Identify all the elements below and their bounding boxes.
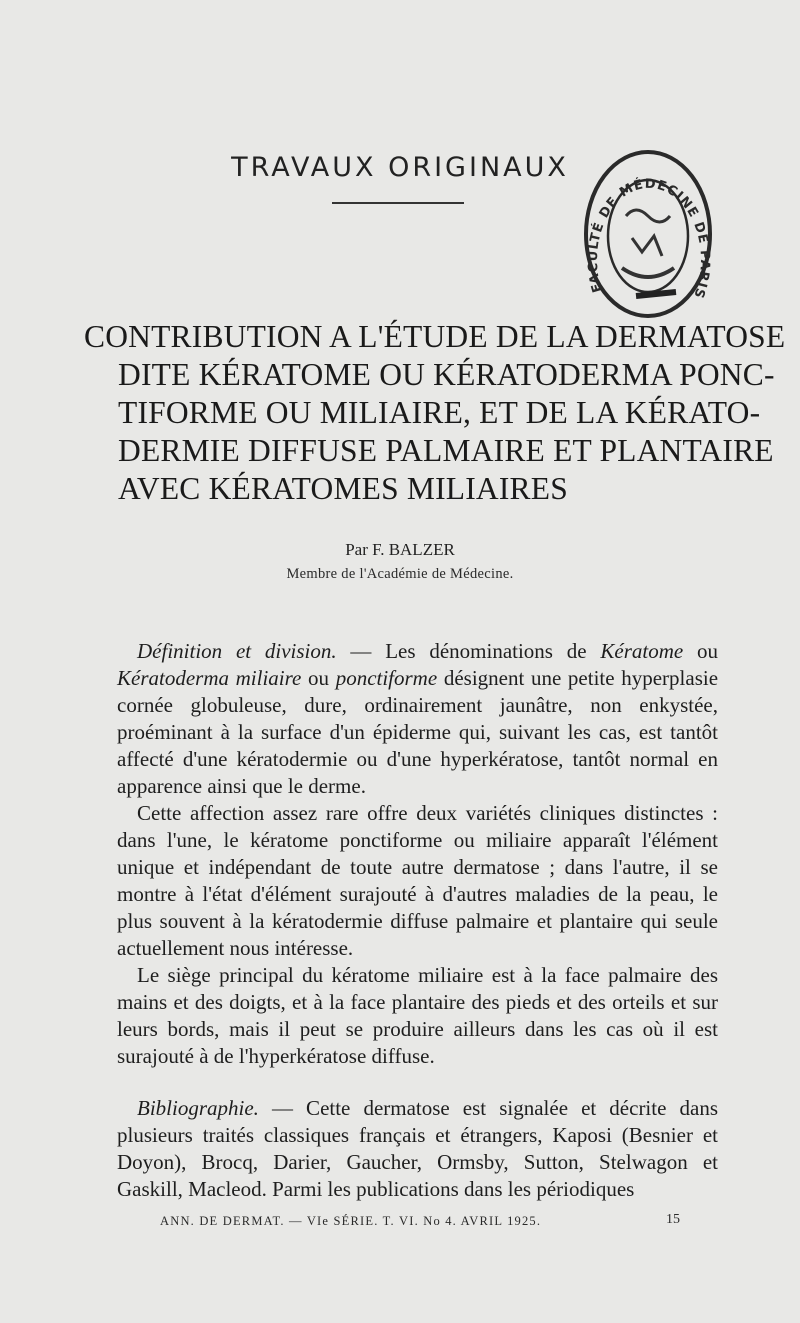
title-line: DERMIE DIFFUSE PALMAIRE ET PLANTAIRE (118, 433, 774, 468)
article-title (84, 318, 786, 508)
paragraph-varieties: Cette affection assez rare offre deux variétés cliniques distinctes : dans l'une, le kératome ponctiforme ou miliaire apparaît l'élément unique et indépendant de toute autre dermatose ; dans l'autre, il se montre à l'état d'élément surajouté à d'autres maladies de la peau, le plus souvent à la kératodermie diffuse palmaire et plantaire qui seule actuellement nous intéresse. (117, 801, 718, 960)
text-run: désignent une petite hyperplasie cornée globuleuse, dure, ordinairement jaunâtre, non enkystée, proéminant à la surface d'un épiderme qui, suivant les cas, est tantôt affecté d'une kératodermie ou d'une hyperkératose, tantôt normal en apparence ainsi que le derme. (117, 666, 719, 798)
section-header: TRAVAUX ORIGINAUX (231, 152, 569, 183)
paragraph-definition (117, 638, 718, 800)
term: Kératome (600, 639, 684, 663)
svg-text:FACULTÉ DE MÉDECINE DE PARIS: FACULTÉ DE MÉDECINE DE PARIS (585, 176, 713, 301)
author-byline: Par F. BALZER (345, 540, 455, 559)
title-line: AVEC KÉRATOMES MILIAIRES (118, 471, 568, 506)
author-affiliation: Membre de l'Académie de Médecine. (286, 566, 514, 582)
library-stamp-icon (576, 146, 718, 322)
header-rule (332, 202, 464, 204)
term: ponctiforme (335, 666, 438, 690)
page-number: 15 (666, 1212, 680, 1227)
text-run: — Cette dermatose est signalée et décrite dans plusieurs traités classiques français et étrangers, Kaposi (Besnier et Doyon), Brocq, Darier, Gaucher, Ormsby, Sutton, Stelwagon et Gaskill, Macleod. Parmi les publications dans les périodiques (117, 1096, 718, 1201)
text-run: ou (683, 639, 719, 663)
text-run: — Les dénominations de (336, 639, 601, 663)
text-run: ou (301, 666, 336, 690)
journal-reference: ANN. DE DERMAT. — VIe SÉRIE. T. VI. No 4. AVRIL 1925. (160, 1214, 542, 1228)
title-line: DITE KÉRATOME OU KÉRATODERMA PONC- (118, 357, 775, 392)
paragraph-location: Le siège principal du kératome miliaire est à la face palmaire des mains et des doigts, et à la face plantaire des pieds et des orteils et sur leurs bords, mais il peut se produire ailleurs dans les cas où il est surajouté à de l'hyperkératose diffuse. (117, 963, 718, 1068)
title-line: CONTRIBUTION A L'ÉTUDE DE LA DERMATOSE (84, 319, 786, 354)
title-line: TIFORME OU MILIAIRE, ET DE LA KÉRATO- (118, 395, 761, 430)
section-lead: Bibliographie. (137, 1096, 259, 1120)
article-body (117, 638, 718, 1203)
term: Kératoderma miliaire (117, 666, 302, 690)
section-lead: Définition et division. (137, 639, 337, 663)
paragraph-bibliography (117, 1095, 718, 1203)
